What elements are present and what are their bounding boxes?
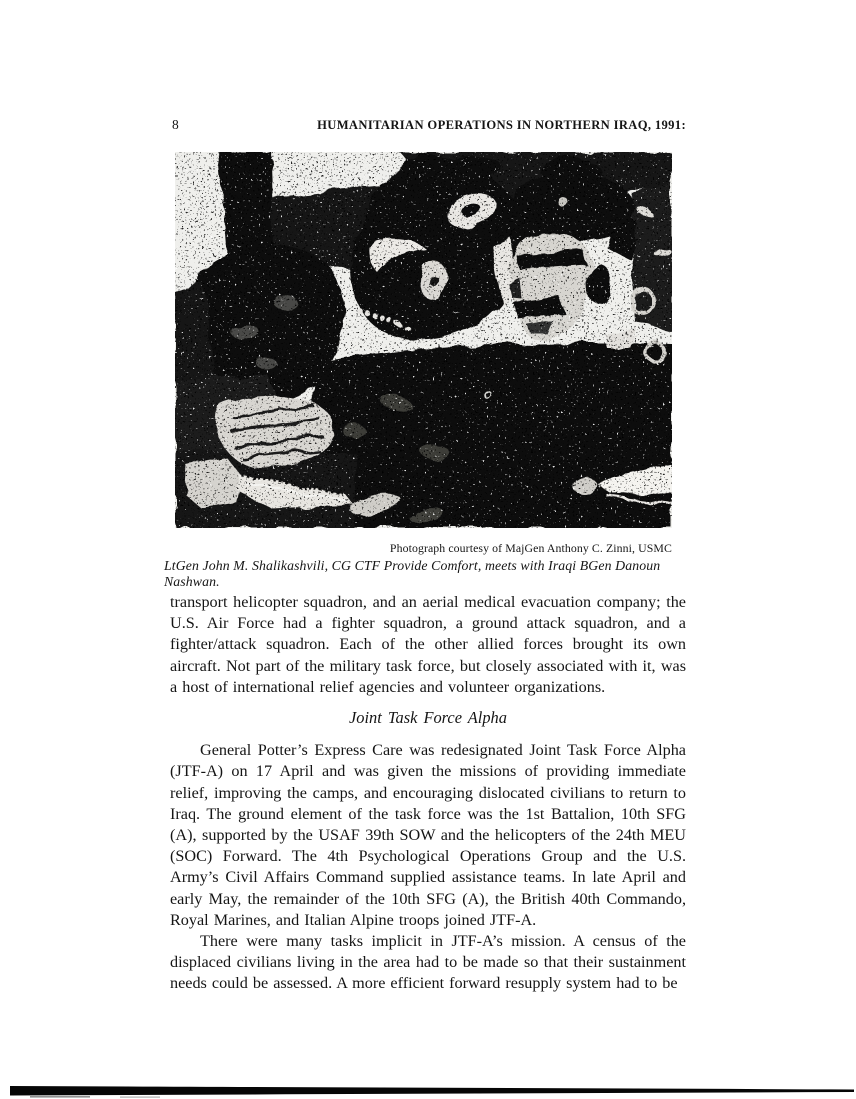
running-title: HUMANITARIAN OPERATIONS IN NORTHERN IRAQ, 1991:	[317, 118, 686, 132]
photo-caption: LtGen John M. Shalikashvili, CG CTF Provide Comfort, meets with Iraqi BGen Danoun Nashwan.	[164, 558, 661, 589]
section-heading: Joint Task Force Alpha	[349, 708, 507, 728]
photograph-shalikashvili-nashwan	[175, 152, 672, 528]
halftone-grain-light	[175, 152, 672, 528]
body-text	[170, 592, 686, 995]
photo-illustration	[175, 152, 672, 528]
running-header	[172, 117, 686, 133]
paragraph-jtfa: General Potter’s Express Care was redesignated Joint Task Force Alpha (JTF-A) on 17 April and was given the missions of providing immediate relief, improving the camps, and encouraging dislocated civilians to return to Iraq. The ground element of the task force was the 1st Battalion, 10th SFG (A), supported by the USAF 39th SOW and the helicopters of the 24th MEU (SOC) Forward. The 4th Psychological Operations Group and the U.S. Army’s Civil Affairs Command supplied assistance teams. In late April and early May, the remainder of the 10th SFG (A), the British 40th Commando, Royal Marines, and Italian Alpine troops joined JTF-A.	[170, 741, 686, 929]
paragraph-tasks: There were many tasks implicit in JTF-A’s mission. A census of the displaced civilians living in the area had to be made so that their sustainment needs could be assessed. A more efficient forward resupply system had to be	[170, 932, 686, 993]
scan-edge-bar	[0, 1083, 856, 1099]
page-number: 8	[172, 117, 179, 132]
photo-credit: Photograph courtesy of MajGen Anthony C. Zinni, USMC	[389, 541, 672, 555]
paragraph-continuation: transport helicopter squadron, and an aerial medical evacuation company; the U.S. Air Force had a fighter squadron, a ground attack squadron, and a fighter/attack squadron. Each of the other allied forces brought its own aircraft. Not part of the military task force, but closely associated with it, was a host of international relief agencies and volunteer organizations.	[170, 593, 686, 696]
